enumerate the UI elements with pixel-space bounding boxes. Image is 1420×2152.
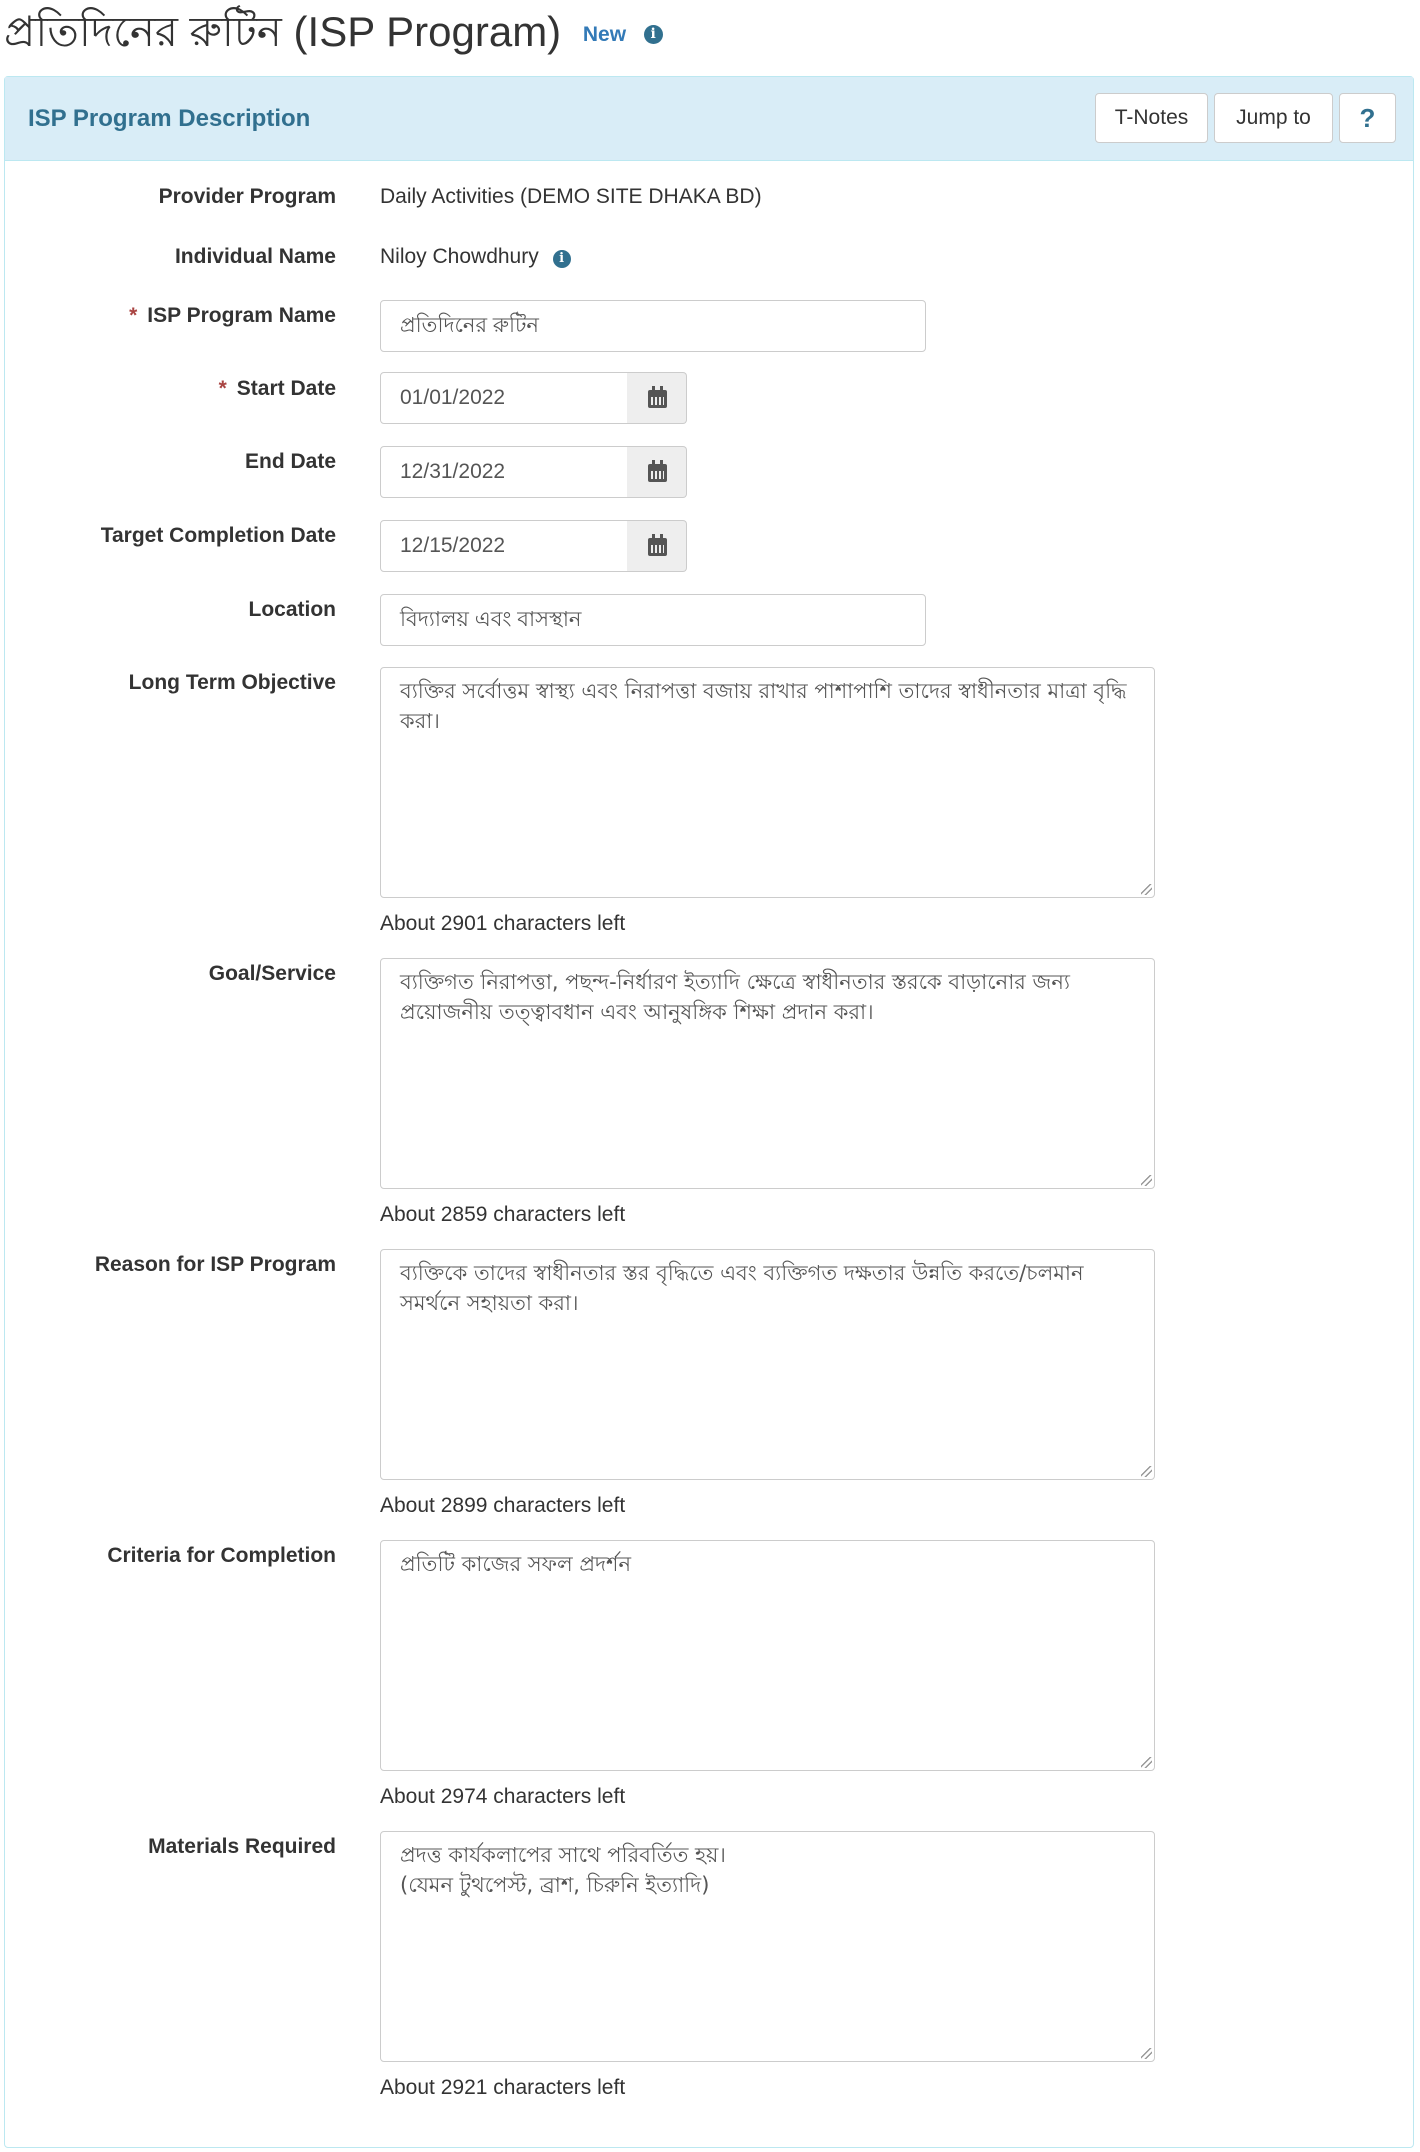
long-term-objective-textarea[interactable]: ব্যক্তির সর্বোত্তম স্বাস্থ্য এবং নিরাপত্তা বজায় রাখার পাশাপাশি তাদের স্বাধীনতার মাত্রা বৃদ্ধি করা। — [380, 667, 1155, 898]
resize-grip-icon[interactable] — [1141, 1466, 1152, 1477]
goal-service-chars-left: About 2859 characters left — [380, 1203, 626, 1226]
criteria-textarea[interactable]: প্রতিটি কাজের সফল প্রদর্শন — [380, 1540, 1155, 1771]
start-date-input[interactable]: 01/01/2022 — [380, 372, 628, 424]
long-term-objective-label: Long Term Objective — [128, 671, 336, 694]
reason-textarea[interactable]: ব্যক্তিকে তাদের স্বাধীনতার স্তর বৃদ্ধিতে এবং ব্যক্তিগত দক্ষতার উন্নতি করতে/চলমান সমর্থনে সহায়তা করা। — [380, 1249, 1155, 1480]
info-circle-icon[interactable]: i — [644, 25, 663, 44]
individual-name-value — [380, 245, 571, 269]
isp-program-panel — [4, 76, 1414, 2148]
panel-heading — [5, 77, 1413, 161]
isp-program-name-label: * ISP Program Name — [129, 304, 336, 327]
reason-chars-left: About 2899 characters left — [380, 1494, 626, 1517]
t-notes-button[interactable]: T-Notes — [1095, 93, 1208, 143]
end-date-label: End Date — [244, 450, 336, 473]
page-header — [0, 0, 1420, 76]
reason-label: Reason for ISP Program — [94, 1253, 336, 1276]
page-title — [4, 2, 663, 65]
target-completion-date-input[interactable]: 12/15/2022 — [380, 520, 628, 572]
calendar-icon[interactable] — [627, 446, 687, 498]
provider-program-value: Daily Activities (DEMO SITE DHAKA BD) — [380, 185, 762, 208]
provider-program-label: Provider Program — [158, 185, 336, 208]
page-title-text: প্রতিদিনের রুটিন (ISP Program) — [4, 8, 562, 55]
resize-grip-icon[interactable] — [1141, 2048, 1152, 2059]
materials-label: Materials Required — [148, 1835, 336, 1858]
goal-service-textarea[interactable]: ব্যক্তিগত নিরাপত্তা, পছন্দ-নির্ধারণ ইত্যাদি ক্ষেত্রে স্বাধীনতার স্তরকে বাড়ানোর জন্য প্রয়োজনীয় তত্ত্বাবধান এবং আনুষঙ্গিক শিক্ষা প্রদান করা। — [380, 958, 1155, 1189]
new-badge: New — [582, 22, 627, 46]
criteria-label: Criteria for Completion — [107, 1544, 336, 1567]
resize-grip-icon[interactable] — [1141, 1757, 1152, 1768]
calendar-icon[interactable] — [627, 520, 687, 572]
panel-title: ISP Program Description — [28, 105, 311, 132]
target-completion-date-label: Target Completion Date — [100, 524, 336, 547]
calendar-icon[interactable] — [627, 372, 687, 424]
help-button[interactable]: ? — [1339, 93, 1396, 143]
criteria-chars-left: About 2974 characters left — [380, 1785, 626, 1808]
required-mark: * — [129, 304, 138, 327]
required-mark: * — [218, 377, 227, 400]
location-input[interactable]: বিদ্যালয় এবং বাসস্থান — [380, 594, 926, 646]
isp-program-name-input[interactable]: প্রতিদিনের রুটিন — [380, 300, 926, 352]
end-date-input[interactable]: 12/31/2022 — [380, 446, 628, 498]
materials-chars-left: About 2921 characters left — [380, 2076, 626, 2099]
jump-to-button[interactable]: Jump to — [1214, 93, 1333, 143]
individual-name-text: Niloy Chowdhury — [380, 245, 539, 268]
individual-name-label: Individual Name — [174, 245, 336, 268]
goal-service-label: Goal/Service — [208, 962, 336, 985]
info-circle-icon[interactable]: i — [553, 250, 571, 268]
resize-grip-icon[interactable] — [1141, 884, 1152, 895]
materials-textarea[interactable]: প্রদত্ত কার্যকলাপের সাথে পরিবর্তিত হয়। (যেমন টুথপেস্ট, ব্রাশ, চিরুনি ইত্যাদি) — [380, 1831, 1155, 2062]
location-label: Location — [248, 598, 336, 621]
resize-grip-icon[interactable] — [1141, 1175, 1152, 1186]
start-date-label: * Start Date — [218, 377, 336, 400]
long-term-objective-chars-left: About 2901 characters left — [380, 912, 626, 935]
